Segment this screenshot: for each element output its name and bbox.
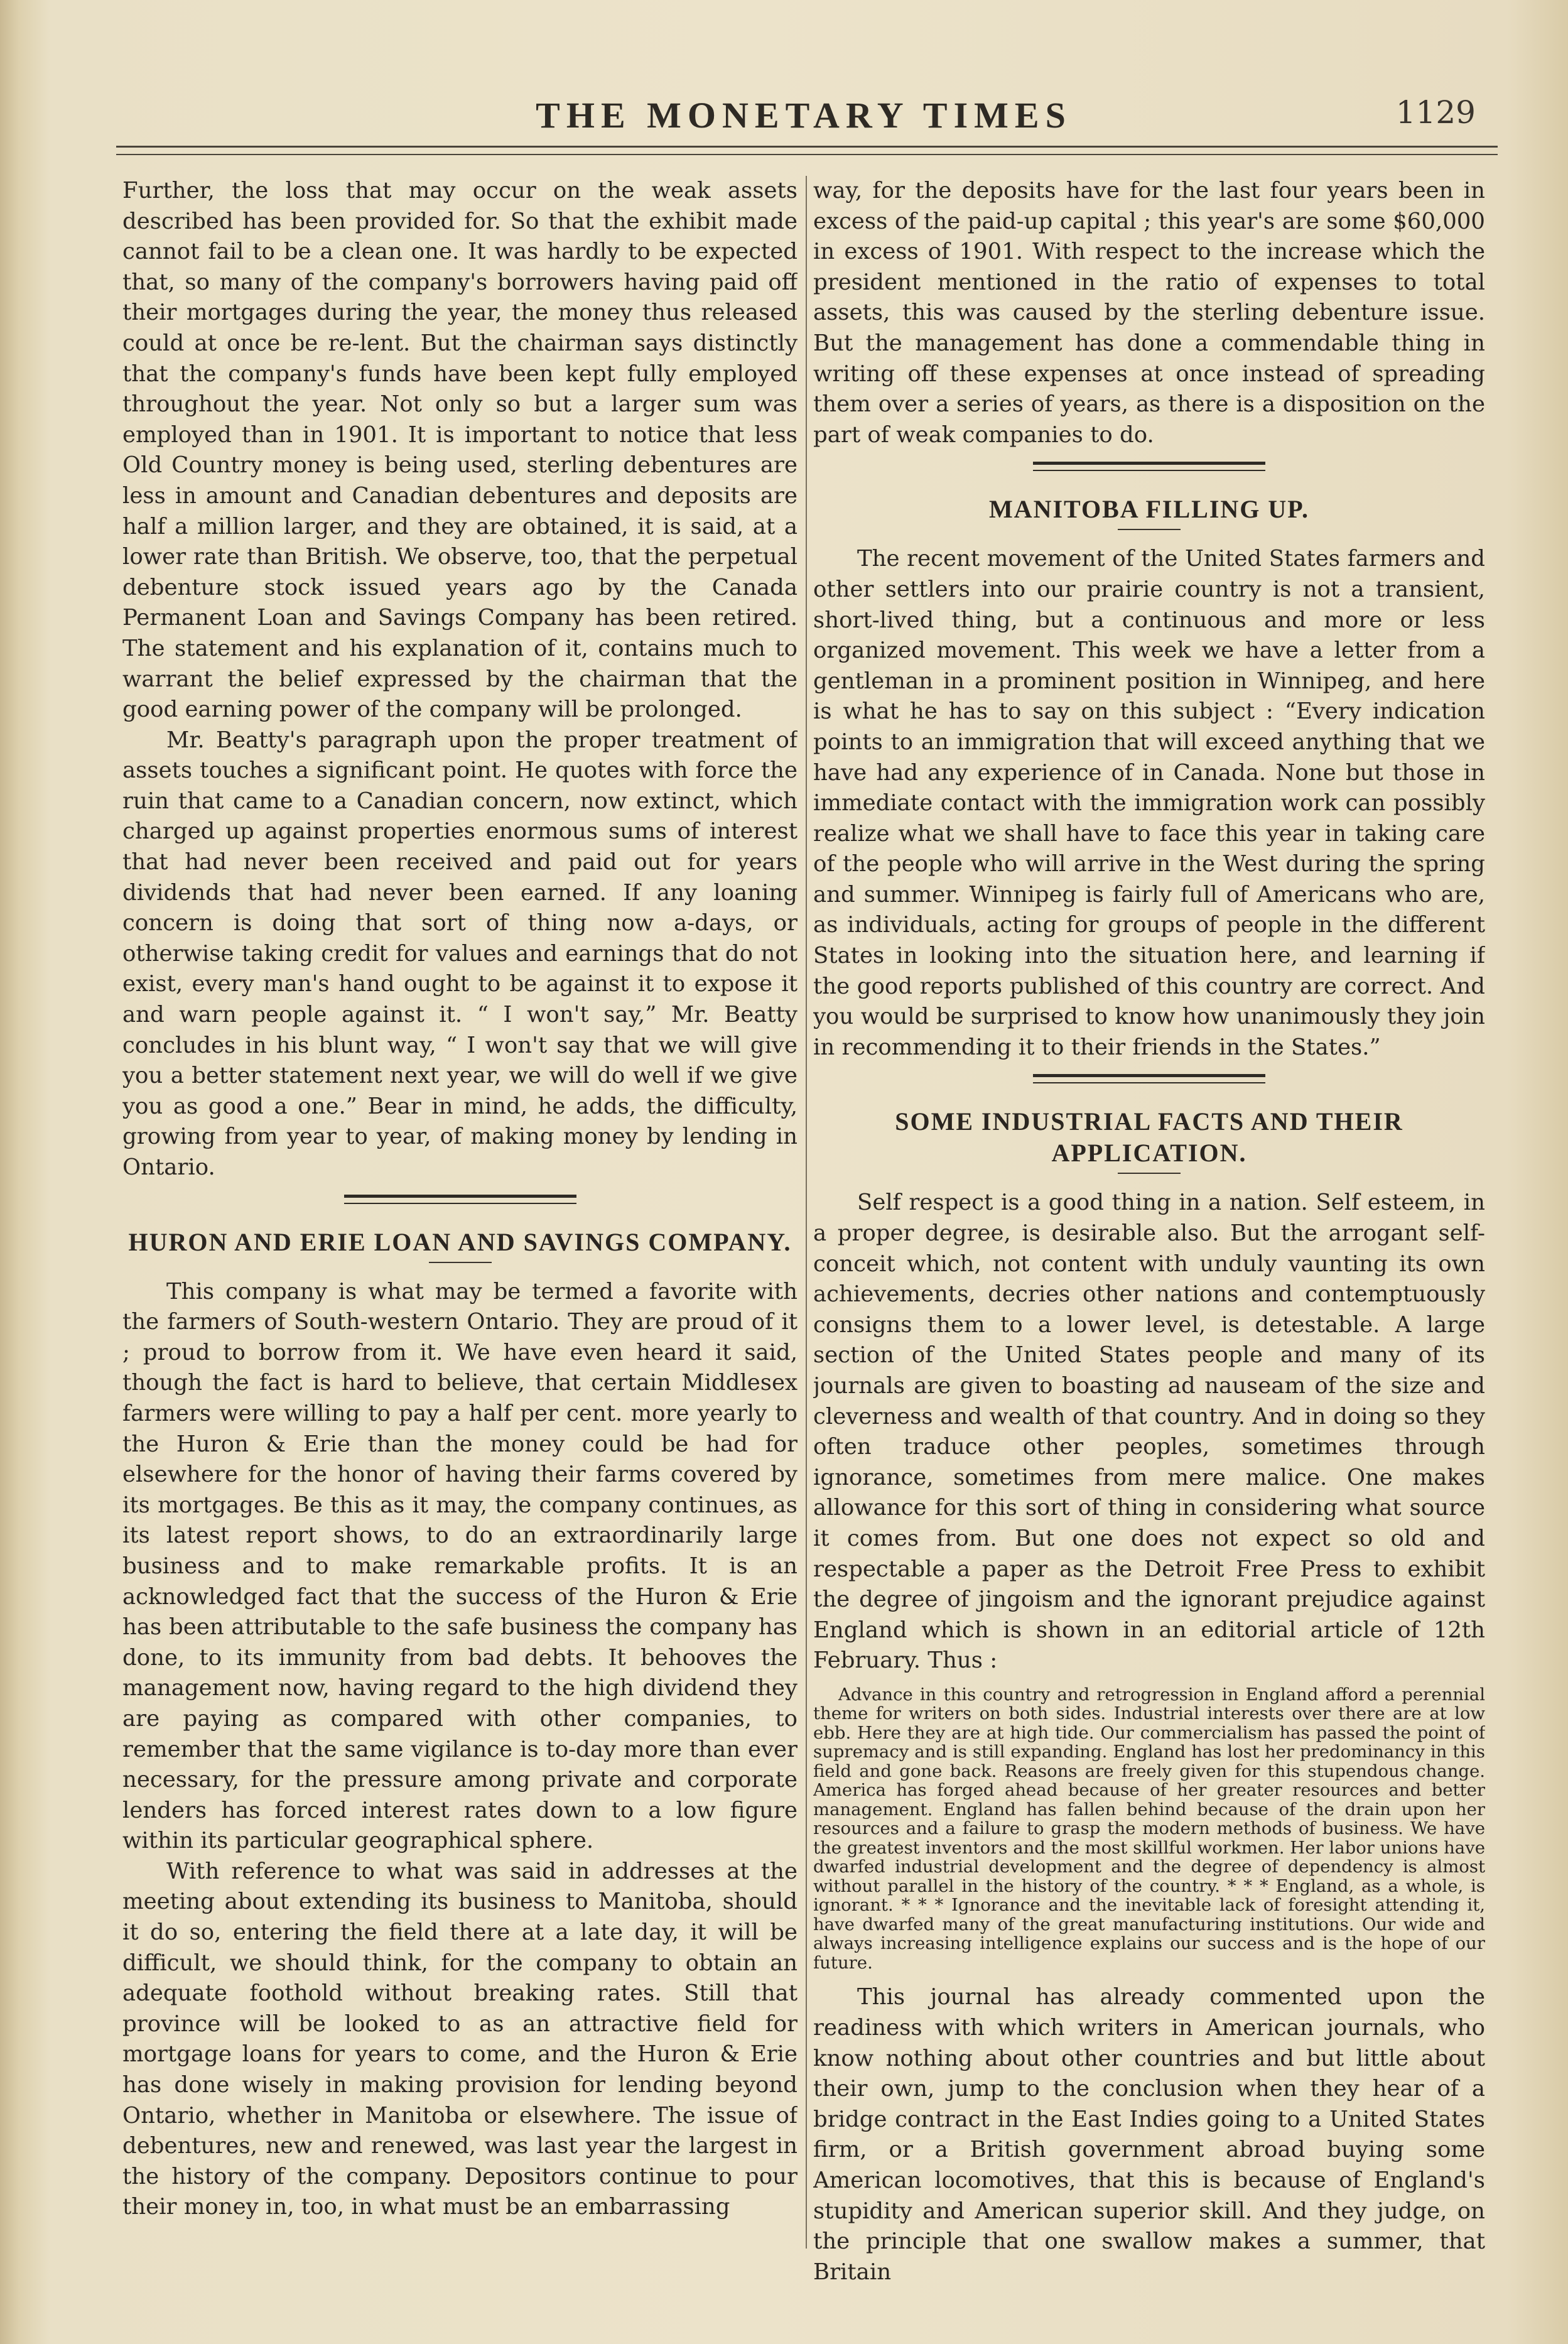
article-paragraph: With reference to what was said in addresses at the meeting about extending its business to Manitoba, should it do so, entering the field there at a late day, it will be difficult, we should think, for the company to obtain an adequate foothold without breaking rates. Still that province will be looked to as an attractive field for mortgage loans for years to come, and the Huron & Erie has done wisely in making provision for lending beyond Ontario, whether in Manitoba or elsewhere. The issue of debentures, new and renewed, was last year the largest in the history of the company. Depositors continue to pour their money in, too, in what must be an embarrassing bbox=[122, 1858, 798, 2220]
section-rule bbox=[1033, 462, 1265, 471]
left-column bbox=[122, 176, 798, 2299]
article-paragraph: Further, the loss that may occur on the weak assets described has been provided for. So that the exhibit made cannot fail to be a clean one. It was hardly to be expected that, so many of the company's borrowers having paid off their mortgages during the year, the money thus released could at once be re-lent. But the chairman says distinctly that the company's funds have been kept fully employed throughout the year. Not only so but a larger sum was employed than in 1901. It is important to notice that less Old Country money is being used, sterling debentures are less in amount and Canadian debentures and deposits are half a million larger, and they are obtained, it is said, at a lower rate than British. We observe, too, that the perpetual debenture stock issued years ago by the Canada Permanent Loan and Savings Company has been retired. The statement and his explanation of it, contains much to warrant the belief expressed by the chairman that the good earning power of the company will be prolonged. bbox=[122, 178, 798, 723]
article-paragraph: This company is what may be termed a favorite with the farmers of South-western Ontario. They are proud of it ; proud to borrow from it. We have even heard it said, though the fact is hard to believe, that certain Middlesex farmers were willing to pay a half per cent. more yearly to the Huron & Erie than the money could be had for elsewhere for the honor of having their farms covered by its mortgages. Be this as it may, the company continues, as its latest report shows, to do an extraordinarily large business and to make remarkable profits. It is an acknowledged fact that the success of the Huron & Erie has been attributable to the safe business the company has done, to its immunity from bad debts. It behooves the management now, having regard to the high dividend they are paying as compared with other companies, to remember that the same vigilance is to-day more than ever necessary, for the pressure among private and corporate lenders has forced interest rates down to a low figure within its particular geographical sphere. bbox=[122, 1278, 798, 1854]
section-rule bbox=[344, 1195, 576, 1204]
heading-underline bbox=[1118, 529, 1181, 530]
heading-underline bbox=[1118, 1173, 1181, 1174]
section-heading: MANITOBA FILLING UP. bbox=[988, 495, 1310, 524]
header-rule bbox=[116, 146, 1498, 155]
block-quote: Advance in this country and retrogression in England afford a perennial theme for writers on both sides. Industrial interests over there are at low ebb. Here they are at high tide. Our commercialism has passed the point of supremacy and is still expanding. England has lost her predominancy in this field and gone back. Reasons are freely given for this stupendous change. America has forged ahead because of her greater resources and better management. England has fallen behind because of the drain upon her resources and a failure to grasp the modern methods of business. We have the greatest inventors and the most skillful workmen. Her labor unions have dwarfed industrial development and the degree of dependency is almost without parallel in the history of the country. * * * England, as a whole, is ignorant. * * * Ignorance and the inevitable lack of foresight attending it, have dwarfed many of the great manufacturing institutions. Our wide and always increasing intelligence explains our success and is the hope of our future. bbox=[813, 1684, 1485, 1973]
right-column bbox=[813, 176, 1485, 2299]
heading-underline bbox=[429, 1262, 492, 1263]
column-divider bbox=[806, 176, 807, 2249]
article-paragraph: This journal has already commented upon the readiness with which writers in American journals, who know nothing about other countries and but little about their own, jump to the conclusion when they hear of a bridge contract in the East Indies going to a United States firm, or a British government abroad buying some American locomotives, that this is because of England's stupidity and American superior skill. And they judge, on the principle that one swallow makes a summer, that Britain bbox=[813, 1984, 1485, 2285]
page-number: 1129 bbox=[1395, 94, 1476, 131]
section-heading: SOME INDUSTRIAL FACTS AND THEIR APPLICATION. bbox=[895, 1107, 1403, 1168]
article-paragraph: The recent movement of the United States farmers and other settlers into our prairie country is not a transient, short-lived thing, but a continuous and more or less organized movement. This week we have a letter from a gentleman in a prominent position in Winnipeg, and here is what he has to say on this subject : “Every indication points to an immigration that will exceed anything that we have had any experience of in Canada. None but those in immediate contact with the immigration work can possibly realize what we shall have to face this year in taking care of the people who will arrive in the West during the spring and summer. Winnipeg is fairly full of Americans who are, as individuals, acting for groups of people in the different States in looking into the situation here, and learning if the good reports published of this country are correct. And you would be surprised to know how unanimously they join in recommending it to their friends in the States.” bbox=[813, 546, 1485, 1060]
article-paragraph: way, for the deposits have for the last four years been in excess of the paid-up capital ; this year's are some $60,000 in excess of 1901. With respect to the increase which the president mentioned in the ratio of expenses to total assets, this was caused by the sterling debenture issue. But the management has done a commendable thing in writing off these expenses at once instead of spreading them over a series of years, as there is a disposition on the part of weak companies to do. bbox=[813, 178, 1485, 448]
publication-title: THE MONETARY TIMES bbox=[536, 95, 1072, 136]
masthead bbox=[113, 88, 1495, 144]
section-heading: HURON AND ERIE LOAN AND SAVINGS COMPANY. bbox=[128, 1227, 792, 1256]
article-paragraph: Self respect is a good thing in a nation. Self esteem, in a proper degree, is desirable also. But the arrogant self-conceit which, not content with unduly vaunting its own achievements, decries other nations and contemptuously consigns them to a lower level, is detestable. A large section of the United States people and many of its journals are given to boasting ad nauseam of the size and cleverness and wealth of that country. And in doing so they often traduce other peoples, sometimes through ignorance, sometimes from mere malice. One makes allowance for this sort of thing in considering what source it comes from. But one does not expect so old and respectable a paper as the Detroit Free Press to exhibit the degree of jingoism and the ignorant prejudice against England which is shown in an editorial article of 12th February. Thus : bbox=[813, 1190, 1485, 1674]
section-rule bbox=[1033, 1074, 1265, 1083]
article-paragraph: Mr. Beatty's paragraph upon the proper treatment of assets touches a significant point. He quotes with force the ruin that came to a Canadian concern, now extinct, which charged up against properties enormous sums of interest that had never been received and paid out for years dividends that had never been earned. If any loaning concern is doing that sort of thing now a-days, or otherwise taking credit for values and earnings that do not exist, every man's hand ought to be against it to expose it and warn people against it. “ I won't say,” Mr. Beatty concludes in his blunt way, “ I won't say that we will give you a better statement next year, we will do well if we give you as good a one.” Bear in mind, he adds, the difficulty, growing from year to year, of making money by lending in Ontario. bbox=[122, 727, 798, 1180]
